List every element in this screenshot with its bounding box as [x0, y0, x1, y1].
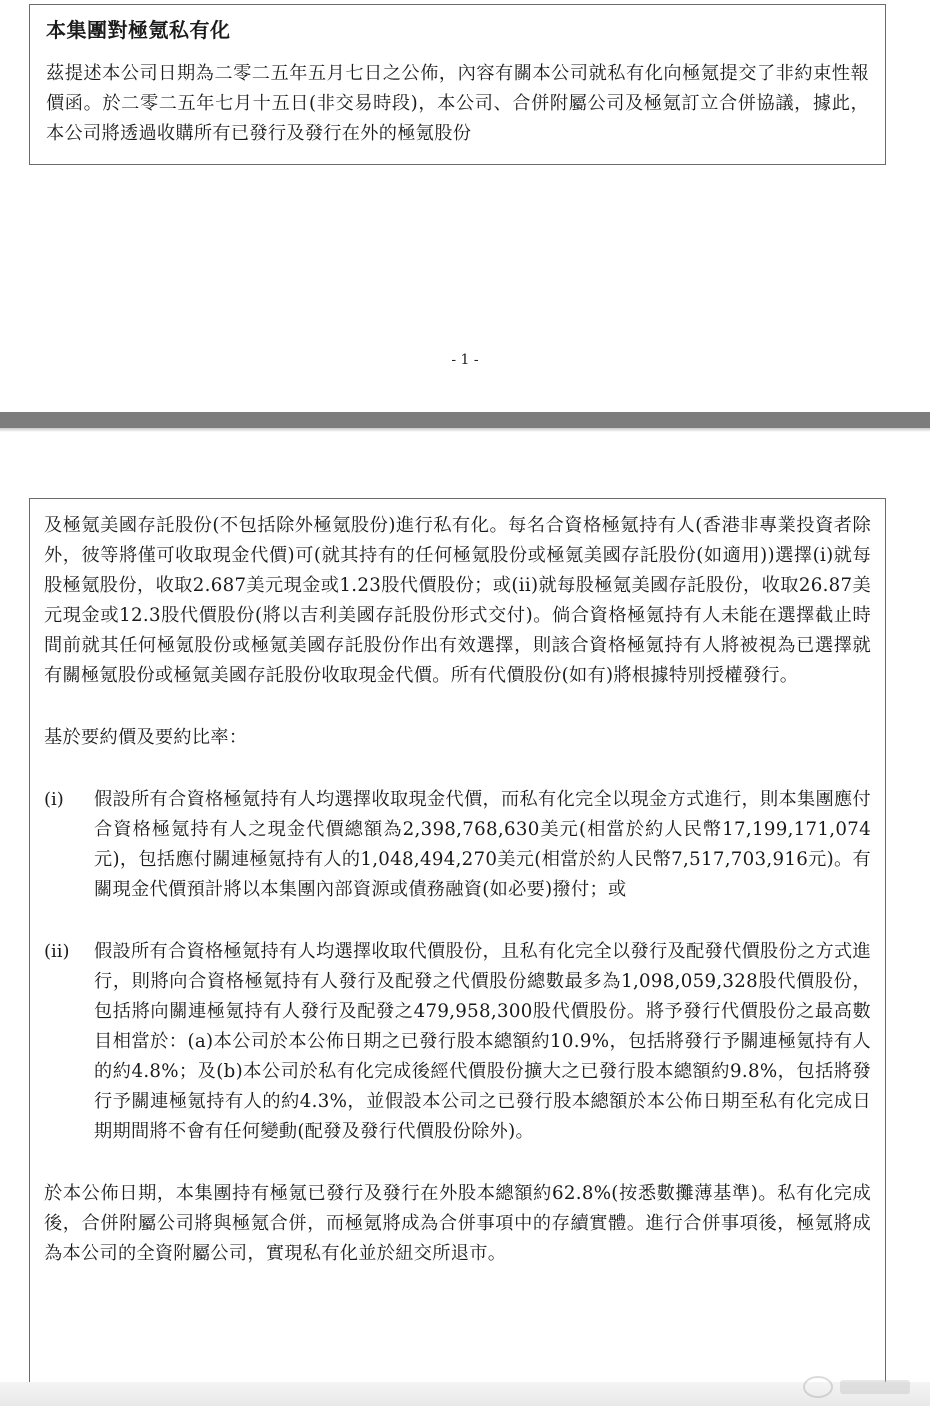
- page2-paragraph-3: 於本公佈日期，本集團持有極氪已發行及發行在外股本總額約62.8%(按悉數攤薄基準)。私有化完成後，合併附屬公司將與極氪合併，而極氪將成為合併事項中的存續實體。進行合併事項後，極氪將成為本公司的全資附屬公司，實現私有化並於紐交所退市。: [44, 1183, 871, 1264]
- page-divider: [0, 412, 930, 428]
- page2-paragraph-1: 及極氪美國存託股份(不包括除外極氪股份)進行私有化。每名合資格極氪持有人(香港非專業投資者除外，彼等將僅可收取現金代價)可(就其持有的任何極氪股份或極氪美國存託股份(如適用))選擇(i)就每股極氪股份，收取2.687美元現金或1.23股代價股份；或(ii)就每股極氪美國存託股份，收取26.87美元現金或12.3股代價股份(將以吉利美國存託股份形式交付)。倘合資格極氪持有人未能在選擇截止時間前就其任何極氪股份或極氪美國存託股份作出有效選擇，則該合資格極氪持有人將被視為已選擇就有關極氪股份或極氪美國存託股份收取現金代價。所有代價股份(如有)將根據特別授權發行。: [44, 515, 871, 686]
- page1-text-box: [29, 4, 886, 165]
- list-item: [44, 937, 871, 1147]
- list-item-number: (ii): [44, 941, 70, 962]
- list-item-text: 假設所有合資格極氪持有人均選擇收取代價股份，且私有化完全以發行及配發代價股份之方式進行，則將向合資格極氪持有人發行及配發之代價股份總數最多為1,098,059,328股代價股份，包括將向關連極氪持有人發行及配發之479,958,300股代價股份。將予發行代價股份之最高數目相當於：(a)本公司於本公佈日期之已發行股本總額約10.9%，包括將發行予關連極氪持有人的約4.8%；及(b)本公司於私有化完成後經代價股份擴大之已發行股本總額約9.8%，包括將發行予關連極氪持有人的約4.3%，並假設本公司之已發行股本總額於本公佈日期至私有化完成日期期間將不會有任何變動(配發及發行代價股份除外)。: [94, 941, 871, 1142]
- page-number: - 1 -: [451, 352, 479, 368]
- list-item-text: 假設所有合資格極氪持有人均選擇收取現金代價，而私有化完全以現金方式進行，則本集團應付合資格極氪持有人之現金代價總額為2,398,768,630美元(相當於約人民幣17,199,171,074元)，包括應付關連極氪持有人的1,048,494,270美元(相當於約人民幣7,517,703,916元)。有關現金代價預計將以本集團內部資源或債務融資(如必要)撥付；或: [94, 789, 871, 900]
- list-item-number: (i): [44, 789, 64, 810]
- section-title: 本集團對極氪私有化: [46, 18, 231, 42]
- list-item: [44, 785, 871, 905]
- page2-text-box: [29, 498, 886, 1392]
- page1-paragraph: 茲提述本公司日期為二零二五年五月七日之公佈，內容有關本公司就私有化向極氪提交了非約束性報價函。於二零二五年七月十五日(非交易時段)，本公司、合併附屬公司及極氪訂立合併協議，據此，本公司將透過收購所有已發行及發行在外的極氪股份: [46, 63, 869, 144]
- page-divider-shadow: [0, 428, 930, 432]
- page2-paragraph-2: 基於要約價及要約比率：: [44, 727, 248, 748]
- bottom-strip: [0, 1382, 930, 1406]
- watermark-icon: [800, 1372, 920, 1402]
